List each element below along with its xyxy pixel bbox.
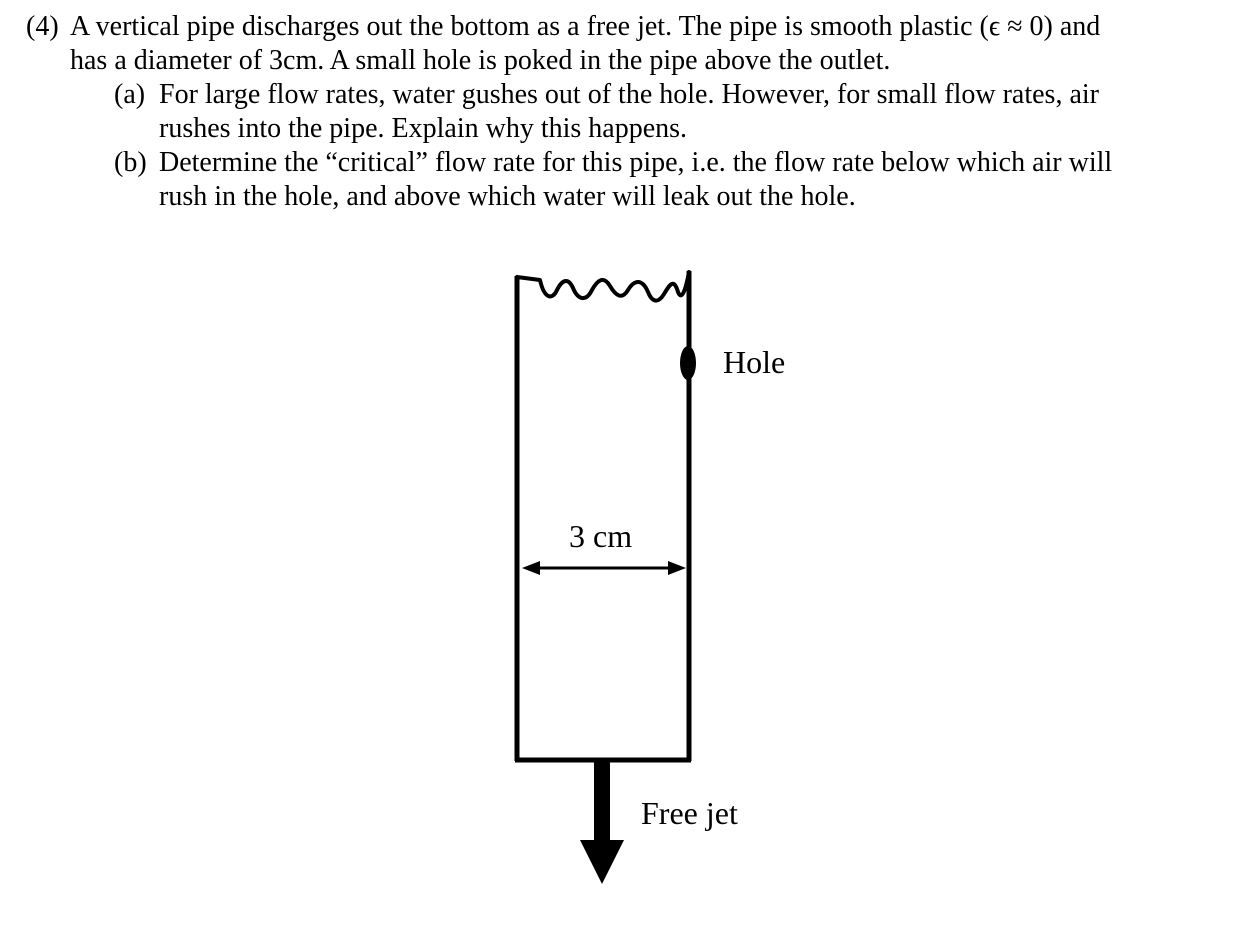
pipe-break-line — [517, 272, 689, 301]
problem-number: (4) — [26, 11, 59, 42]
diameter-arrow-right-head — [668, 561, 686, 575]
diameter-label: 3 cm — [569, 518, 633, 554]
free-jet-label: Free jet — [641, 795, 738, 831]
part-b-label: (b) — [114, 147, 147, 178]
hole-marker — [680, 346, 696, 380]
statement-text-1: A vertical pipe discharges out the bottom as a free jet. The pipe is smooth plastic (ϵ ≈ 0) and — [70, 11, 1101, 42]
statement-text-2: has a diameter of 3cm. A small hole is poked in the pipe above the outlet. — [70, 45, 891, 76]
part-a-text-1: For large flow rates, water gushes out of the hole. However, for small flow rates, air — [159, 79, 1099, 110]
part-b-text-2: rush in the hole, and above which water will leak out the hole. — [159, 181, 856, 212]
jet-arrow-head — [580, 840, 624, 884]
part-a-label: (a) — [114, 79, 146, 110]
part-b-text-1: Determine the “critical” flow rate for this pipe, i.e. the flow rate below which air will — [159, 147, 1113, 178]
diameter-arrow-left-head — [522, 561, 540, 575]
jet-arrow-shaft — [594, 762, 610, 842]
hole-label: Hole — [723, 344, 786, 380]
part-a-text-2: rushes into the pipe. Explain why this happens. — [159, 113, 688, 144]
